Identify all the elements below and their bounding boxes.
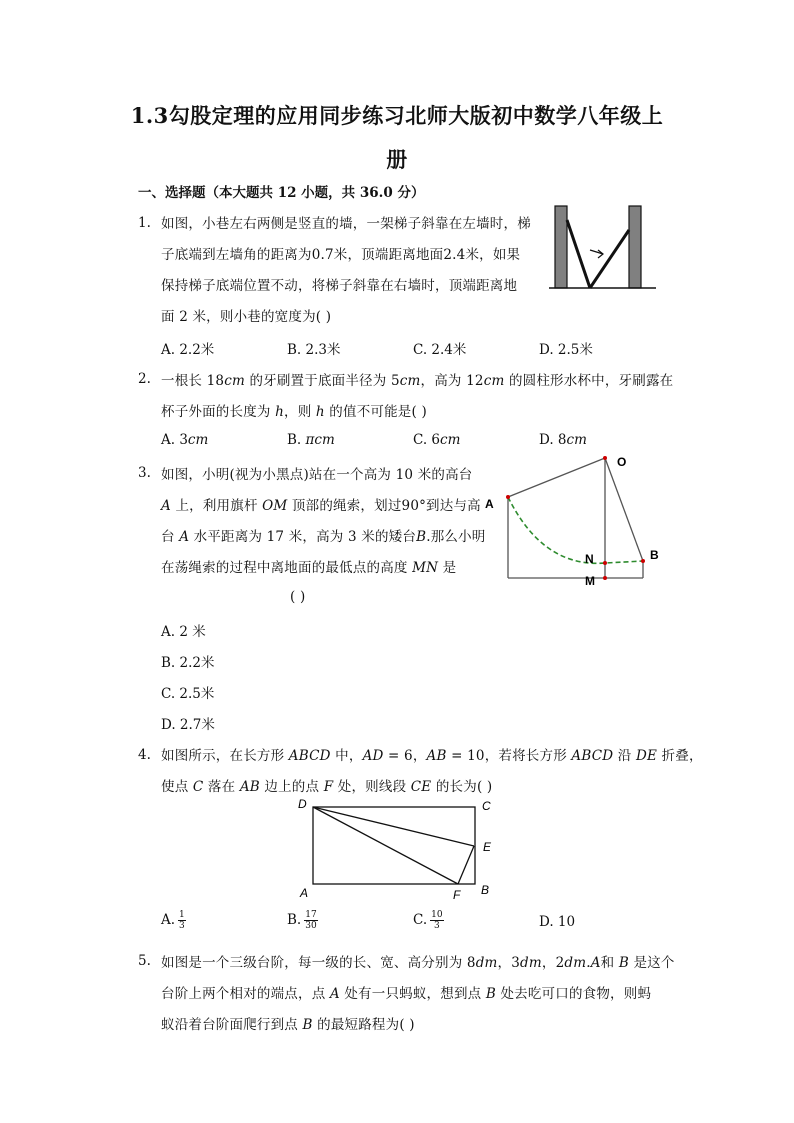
q3-line1: 如图，小明(视为小黑点)站在一个高为 10 米的高台 [161,467,473,483]
q3-point-m [603,576,607,580]
q4-label-d: D [298,797,307,811]
q1-left-wall [555,206,567,288]
q3-label-o: O [617,455,627,469]
q4-label-b: B [481,883,490,897]
q3-line3: 台 A 水平距离为 17 米，高为 3 米的矮台B.那么小明 [161,529,486,545]
q3-label-n: N [585,552,594,566]
q1-option-b[interactable]: B. 2.3米 [287,342,341,358]
q3-point-b [641,559,645,563]
q3-option-c[interactable]: C. 2.5米 [161,686,215,702]
q4-option-c[interactable]: C. $\frac{10}{3}$ [413,910,443,931]
q2-line1: 一根长 18cm 的牙刷置于底面半径为 5cm，高为 12cm 的圆柱形水杯中，牙刷露在 [161,373,674,389]
q2-line2: 杯子外面的长度为 h，则 h 的值不可能是( ) [161,404,427,420]
q1-line1: 如图，小巷左右两侧是竖直的墙，一架梯子斜靠在左墙时，梯 [161,216,531,232]
q1-line2: 子底端到左墙角的距离为0.7米，顶端距离地面2.4米，如果 [161,247,521,263]
q4-rectangle-abcd [313,807,475,884]
section-heading: 一、选择题（本大题共 12 小题，共 36.0 分） [138,185,425,201]
q4-label-e: E [483,840,492,854]
q3-label-a: A [485,497,494,511]
q3-rope-to-b [605,458,643,561]
q4-option-a[interactable]: A. $\frac{1}{3}$ [161,910,185,931]
q4-label-c: C [482,799,491,813]
q3-option-d[interactable]: D. 2.7米 [161,717,215,733]
q4-line1: 如图所示，在长方形 ABCD 中，AD = 6，AB = 10，若将长方形 ABCD 沿 DE 折叠， [161,748,703,764]
q5-line3: 蚁沿着台阶面爬行到点 B 的最短路程为( ) [161,1017,415,1033]
q1-line3: 保持梯子底端位置不动，将梯子斜靠在右墙时，顶端距离地 [161,278,518,294]
q3-number: 3. [138,465,151,481]
q3-point-n [603,561,607,565]
q1-number: 1. [138,215,151,231]
q2-option-d[interactable]: D. 8cm [539,432,587,448]
q3-rope-to-a [508,458,605,497]
doc-title-line1: 1.3勾股定理的应用同步练习北师大版初中数学八年级上 [130,103,664,128]
q1-alley-ladder-figure [545,202,660,294]
q1-option-a[interactable]: A. 2.2米 [161,342,215,358]
q2-option-a[interactable]: A. 3cm [161,432,209,448]
arrow-right-icon [590,250,603,258]
q5-line2: 台阶上两个相对的端点，点 A 处有一只蚂蚁，想到点 B 处去吃可口的食物，则蚂 [161,986,652,1002]
q4-label-a: A [300,886,309,900]
doc-title-line2: 册 [386,147,408,172]
q4-rectangle-fold-figure [296,796,506,904]
q1-option-c[interactable]: C. 2.4米 [413,342,467,358]
q4-option-d[interactable]: D. 10 [539,914,576,930]
q4-segment-df [313,807,458,884]
q4-number: 4. [138,747,151,763]
q3-swing-rope-figure [478,448,678,588]
q4-segment-fe [458,846,474,884]
q1-option-d[interactable]: D. 2.5米 [539,342,593,358]
q1-line4: 面 2 米，则小巷的宽度为( ) [161,309,332,325]
q3-label-b: B [650,548,659,562]
q1-ladder-left [567,220,590,288]
q2-option-c[interactable]: C. 6cm [413,432,461,448]
q1-right-wall [629,206,641,288]
q4-label-f: F [453,888,461,902]
q3-point-a [506,495,510,499]
q4-fold-line-de [313,807,474,846]
q3-label-m: M [585,574,595,588]
q3-answer-paren: ( ) [290,589,306,605]
q3-option-b[interactable]: B. 2.2米 [161,655,215,671]
q4-line2: 使点 C 落在 AB 边上的点 F 处，则线段 CE 的长为( ) [161,779,493,795]
q1-ladder-right [590,230,629,288]
q2-option-b[interactable]: B. πcm [287,432,335,448]
q3-point-o [603,456,607,460]
q4-option-b[interactable]: B. $\frac{17}{30}$ [287,910,317,931]
q2-number: 2. [138,371,151,387]
q5-line1: 如图是一个三级台阶，每一级的长、宽、高分别为 8dm，3dm，2dm.A和 B 是这个 [161,955,675,971]
q3-option-a[interactable]: A. 2 米 [161,624,206,640]
q3-line4: 在荡绳索的过程中离地面的最低点的高度 MN 是 [161,560,457,576]
q5-number: 5. [138,953,151,969]
q3-line2: A 上，利用旗杆 OM 顶部的绳索，划过90°到达与高 [161,498,481,514]
